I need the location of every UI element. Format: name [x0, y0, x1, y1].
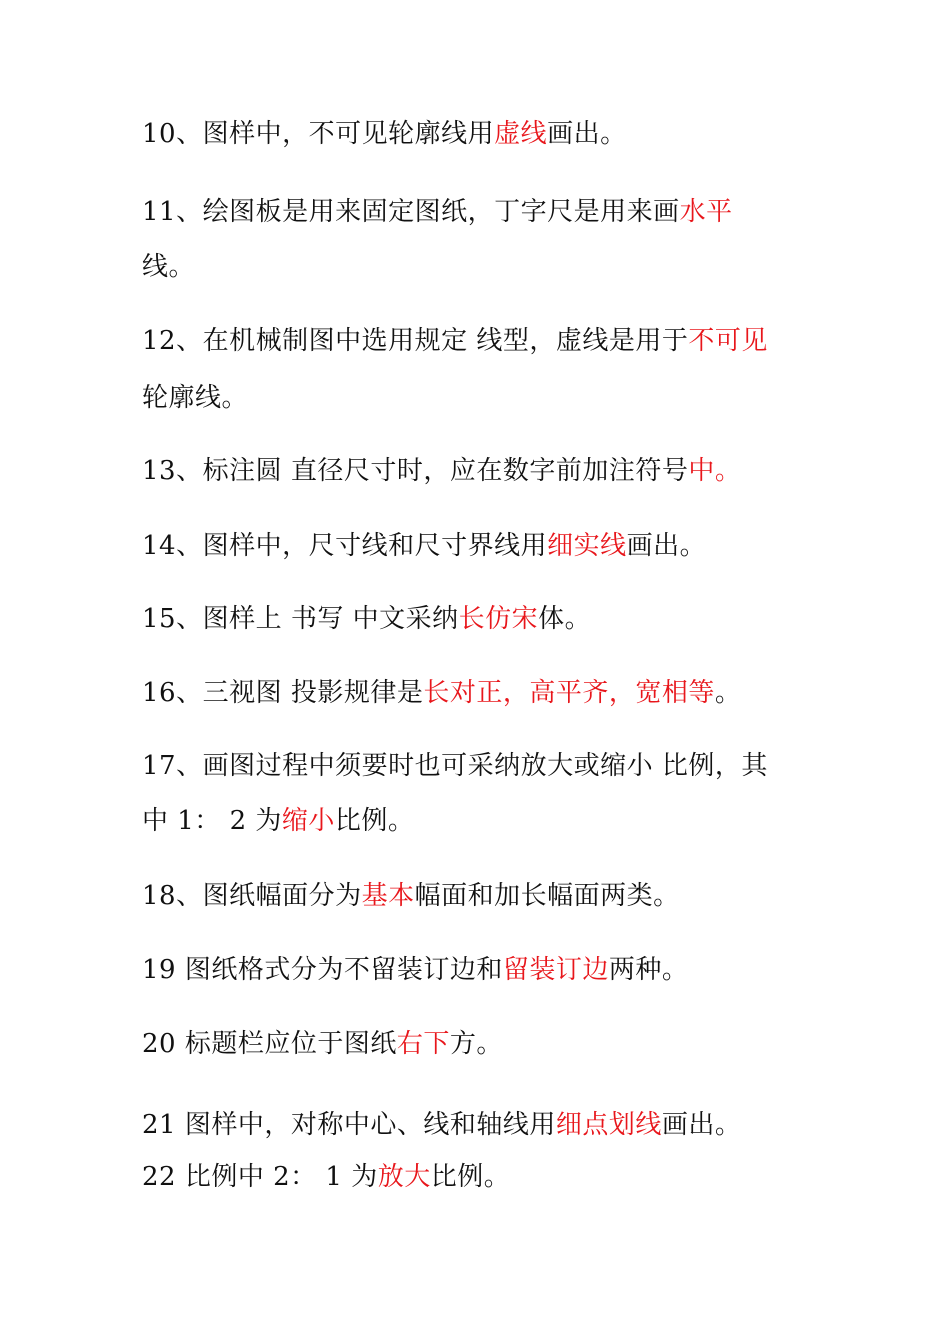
question-21-line-1: 21 图样中，对称中心、线和轴线用细点划线画出。: [142, 1110, 742, 1140]
question-11-line-2: 线。: [142, 252, 196, 282]
answer-text: 细实线: [547, 531, 627, 561]
answer-text: 中。: [688, 456, 742, 486]
question-14-line-1: 14、图样中，尺寸线和尺寸界线用细实线画出。: [142, 531, 707, 561]
question-11-line-1: 11、绘图板是用来固定图纸，丁字尺是用来画水平: [142, 197, 733, 227]
question-18-line-1: 18、图纸幅面分为基本幅面和加长幅面两类。: [142, 881, 680, 911]
answer-text: 长对正，高平齐，宽相等: [423, 678, 715, 708]
answer-text: 留装订边: [502, 955, 609, 985]
answer-text: 长仿宋: [458, 604, 539, 634]
question-12-line-1: 12、在机械制图中选用规定 线型，虚线是用于不可见: [142, 326, 768, 356]
question-13-line-1: 13、标注圆 直径尺寸时，应在数字前加注符号中。: [142, 456, 742, 486]
question-16-line-1: 16、三视图 投影规律是长对正，高平齐，宽相等。: [142, 678, 742, 708]
question-12-line-2: 轮廓线。: [142, 383, 249, 413]
question-20-line-1: 20 标题栏应位于图纸右下方。: [142, 1029, 503, 1059]
answer-text: 水平: [679, 197, 733, 227]
answer-text: 右下: [396, 1029, 450, 1059]
answer-text: 放大: [377, 1162, 431, 1192]
answer-text: 不可见: [688, 326, 768, 356]
answer-text: 细点划线: [555, 1110, 662, 1140]
question-10-line-1: 10、图样中，不可见轮廓线用虚线画出。: [142, 119, 627, 149]
question-22-line-1: 22 比例中 2： 1 为放大比例。: [142, 1162, 511, 1192]
question-17-line-1: 17、画图过程中须要时也可采纳放大或缩小 比例，其: [142, 751, 768, 781]
answer-text: 缩小: [281, 806, 335, 836]
question-17-line-2: 中 1： 2 为缩小比例。: [142, 806, 415, 836]
question-19-line-1: 19 图纸格式分为不留装订边和留装订边两种。: [142, 955, 689, 985]
answer-text: 虚线: [494, 119, 548, 149]
question-15-line-1: 15、图样上 书写 中文采纳长仿宋体。: [142, 604, 592, 634]
answer-text: 基本: [361, 881, 415, 911]
